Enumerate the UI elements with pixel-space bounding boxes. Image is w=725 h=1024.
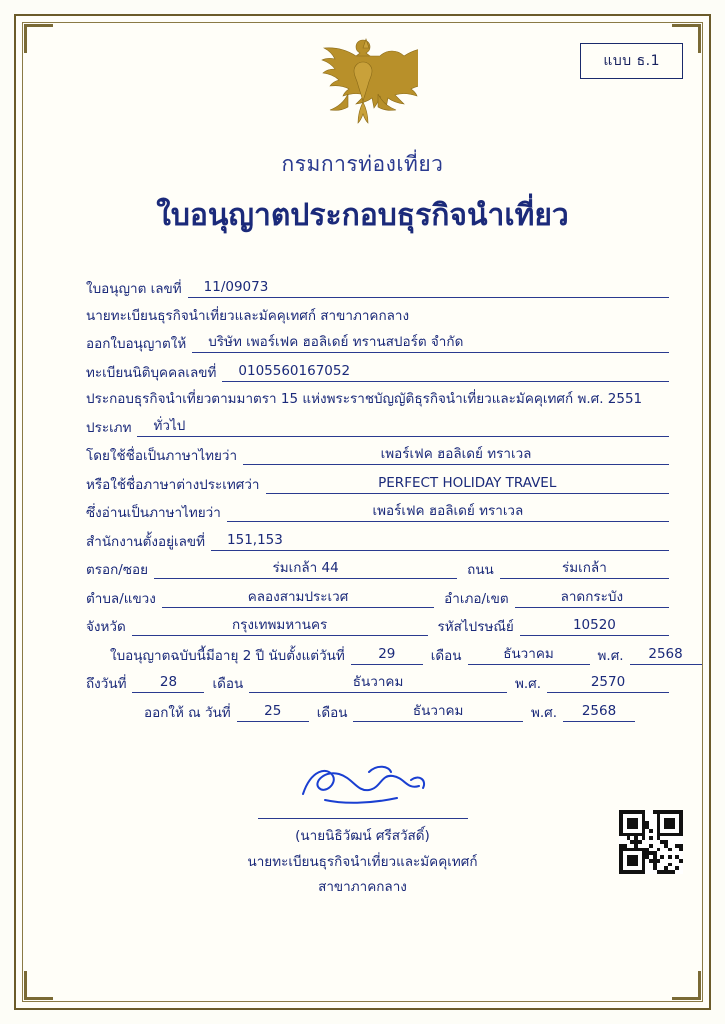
valid-from-prefix: ใบอนุญาตฉบับนี้มีอายุ 2 ปี นับตั้งแต่วันที่: [110, 647, 345, 664]
valid-to-year: 2570: [547, 673, 669, 693]
signature-block: [0, 760, 725, 897]
row-office-no: [86, 531, 669, 551]
license-body: [86, 278, 683, 730]
act-line: ประกอบธุรกิจนำเที่ยวตามมาตรา 15 แห่งพระราชบัญญัติธุรกิจนำเที่ยวและมัคคุเทศก์ พ.ศ. 2551: [86, 391, 643, 407]
type-label: ประเภท: [86, 419, 132, 436]
valid-to-day: 28: [132, 673, 204, 693]
valid-from-day: 29: [351, 645, 423, 665]
postcode-label: รหัสไปรษณีย์: [437, 619, 514, 635]
license-no-label: ใบอนุญาต เลขที่: [86, 281, 182, 297]
row-issued-to: [86, 333, 669, 353]
row-issued-on: [86, 702, 669, 722]
postcode-value: 10520: [520, 616, 669, 636]
corner-ornament-bottom-right: [672, 971, 701, 1000]
issued-on-year-label: พ.ศ.: [530, 704, 557, 721]
page-title: ใบอนุญาตประกอบธุรกิจนำเที่ยว: [156, 198, 569, 233]
province-value: กรุงเทพมหานคร: [132, 616, 428, 636]
office-no-value: 151,153: [211, 531, 669, 551]
department-name: กรมการท่องเที่ยว: [281, 152, 444, 176]
row-province-postcode: [86, 616, 669, 636]
read-as-value: เพอร์เฟค ฮอลิเดย์ ทราเวล: [227, 502, 669, 522]
form-code-box: แบบ ธ.1: [580, 43, 683, 79]
thai-name-label: โดยใช้ชื่อเป็นภาษาไทยว่า: [86, 448, 238, 464]
garuda-emblem-icon: [0, 34, 725, 138]
road-label: ถนน: [467, 562, 494, 578]
district-label: อำเภอ/เขต: [444, 590, 509, 607]
juristic-no-label: ทะเบียนนิติบุคคลเลขที่: [86, 364, 217, 381]
row-juristic-no: [86, 362, 669, 382]
row-valid-to: [86, 673, 669, 693]
read-as-label: ซึ่งอ่านเป็นภาษาไทยว่า: [86, 505, 221, 521]
issued-on-month-label: เดือน: [316, 704, 348, 721]
valid-to-year-label: พ.ศ.: [514, 676, 541, 692]
registrar-line: นายทะเบียนธุรกิจนำเที่ยวและมัคคุเทศก์ สาขาภาคกลาง: [86, 307, 410, 324]
row-thai-name: [86, 445, 669, 465]
valid-to-month: ธันวาคม: [249, 673, 507, 693]
row-read-as: [86, 502, 669, 522]
signer-branch: สาขาภาคกลาง: [318, 879, 407, 895]
valid-from-month: ธันวาคม: [468, 645, 590, 665]
office-no-label: สำนักงานตั้งอยู่เลขที่: [86, 533, 206, 550]
row-type: [86, 417, 669, 437]
soi-value: ร่มเกล้า 44: [154, 559, 457, 579]
row-soi-road: [86, 559, 669, 579]
road-value: ร่มเกล้า: [500, 559, 669, 579]
foreign-name-label: หรือใช้ชื่อภาษาต่างประเทศว่า: [86, 476, 260, 493]
province-label: จังหวัด: [86, 619, 126, 635]
signer-name: (นายนิธิวัฒน์ ศรีสวัสดิ์): [295, 828, 430, 844]
corner-ornament-bottom-left: [24, 971, 53, 1000]
issued-on-month: ธันวาคม: [353, 702, 523, 722]
signer-position: นายทะเบียนธุรกิจนำเที่ยวและมัคคุเทศก์: [247, 854, 478, 870]
subdistrict-value: คลองสามประเวศ: [162, 588, 434, 608]
qr-code[interactable]: [619, 810, 683, 874]
issued-on-label: ออกให้ ณ วันที่: [144, 704, 231, 721]
type-value: ทั่วไป: [137, 417, 669, 437]
issued-on-day: 25: [237, 702, 309, 722]
row-act: [86, 390, 669, 408]
valid-from-year: 2568: [630, 645, 702, 665]
district-value: ลาดกระบัง: [515, 588, 669, 608]
row-foreign-name: [86, 474, 669, 494]
row-valid-from: [86, 645, 683, 665]
valid-to-month-label: เดือน: [212, 676, 244, 692]
row-registrar: [86, 307, 669, 325]
row-subdistrict-district: [86, 588, 669, 608]
foreign-name-value: PERFECT HOLIDAY TRAVEL: [266, 474, 670, 494]
qr-code-grid: [619, 810, 683, 874]
subdistrict-label: ตำบล/แขวง: [86, 590, 156, 607]
issued-to-label: ออกใบอนุญาตให้: [86, 336, 187, 352]
soi-label: ตรอก/ซอย: [86, 562, 149, 578]
valid-from-month-label: เดือน: [430, 647, 462, 664]
row-license-no: [86, 278, 669, 298]
license-no-value: 11/09073: [188, 278, 669, 298]
valid-from-year-label: พ.ศ.: [597, 647, 624, 664]
issued-on-year: 2568: [563, 702, 635, 722]
issued-to-value: บริษัท เพอร์เฟค ฮอลิเดย์ ทรานสปอร์ต จำกัด: [192, 333, 669, 353]
signature-icon: [273, 760, 453, 812]
juristic-no-value: 0105560167052: [222, 362, 669, 382]
valid-to-label: ถึงวันที่: [86, 676, 127, 692]
signature-line: [258, 818, 468, 819]
thai-name-value: เพอร์เฟค ฮอลิเดย์ ทราเวล: [243, 445, 669, 465]
